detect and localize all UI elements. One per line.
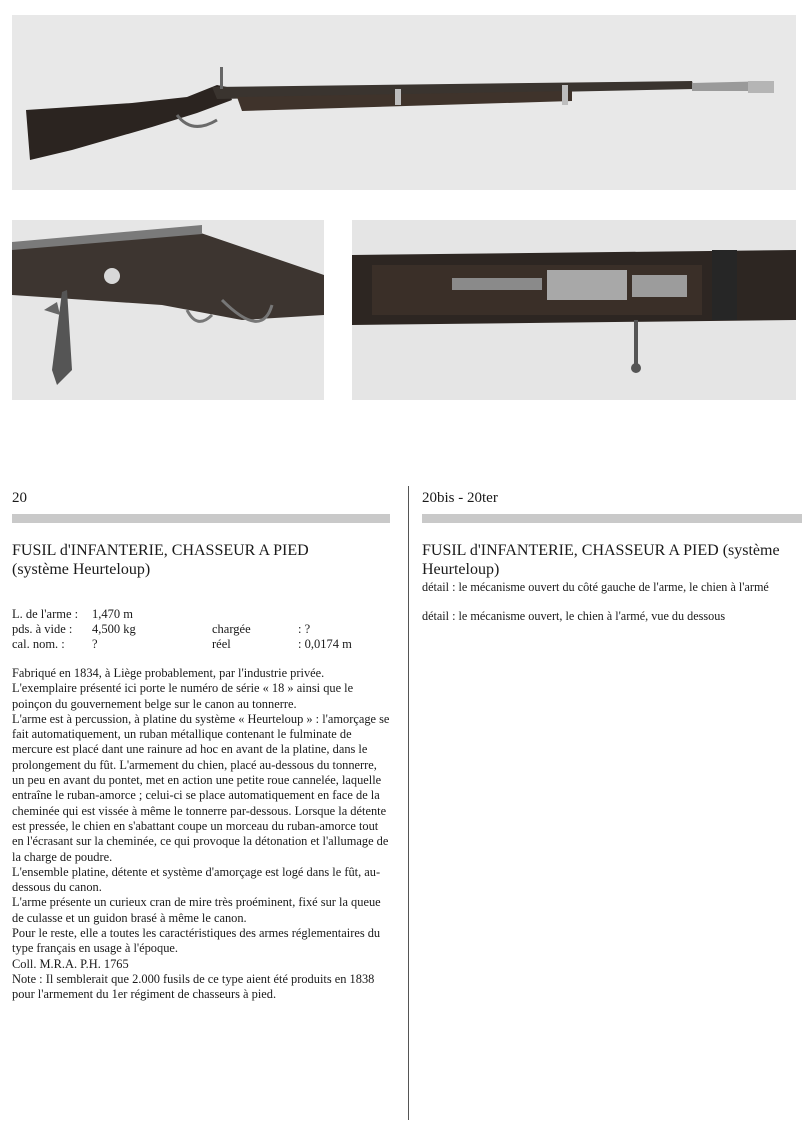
note: Note : Il semblerait que 2.000 fusils de ce type aient été produits en 1838 pour l'armement du 1er régiment de chasseurs à pied. bbox=[12, 971, 375, 1002]
mechanism-side-photo bbox=[12, 220, 324, 400]
mechanism-underside-photo bbox=[352, 220, 796, 400]
spec-label-2: réel bbox=[212, 637, 231, 651]
entry-title bbox=[422, 541, 802, 579]
paragraph: L'arme est à percussion, à platine du système « Heurteloup » : l'amorçage se fait automatiquement, un ruban métallique contenant le fulminate de mercure est placé dant une rainure ad hoc en avant de la platine, dans le prolongement du fût. L'armement du chien, placé au-dessous du tonnerre, un peu en avant du pontet, met en action une petite roue cannelée, laquelle entraîne le ruban-amorce ; celui-ci se place automatiquement en face de la cheminée qui est vissée à même le tonnerre par-dessous. Lorsque la détente est pressée, le chien en s'abattant coupe un morceau du ruban-amorce tout en l'écrasant sur la cheminée, ce qui provoque la détonation et l'allumage de la charge de poudre. bbox=[12, 711, 390, 864]
entry-20 bbox=[12, 488, 392, 1003]
entry-title bbox=[12, 541, 392, 579]
paragraph: L'arme présente un curieux cran de mire très proéminent, fixé sur la queue de culasse et un guidon brasé à même le canon. bbox=[12, 895, 381, 925]
spec-value: 1,470 m bbox=[92, 607, 133, 621]
spec-table bbox=[12, 607, 392, 652]
entry-20bis-20ter bbox=[422, 488, 802, 624]
detail-caption: détail : le mécanisme ouvert, le chien à l'armé, vue du dessous bbox=[422, 609, 726, 623]
section-bar bbox=[422, 514, 802, 523]
spec-value-2: : 0,0174 m bbox=[298, 637, 352, 651]
spec-label-2 bbox=[212, 607, 298, 622]
spec-label: L. de l'arme : bbox=[12, 607, 79, 621]
title-line: (système Heurteloup) bbox=[12, 561, 151, 578]
section-bar bbox=[12, 514, 390, 523]
spec-label: cal. nom. : bbox=[12, 637, 65, 651]
paragraph: L'ensemble platine, détente et système d'amorçage est logé dans le fût, au-dessous du canon. bbox=[12, 864, 381, 895]
spec-value: 4,500 kg bbox=[92, 622, 136, 636]
spec-row bbox=[12, 637, 392, 652]
paragraph: Fabriqué en 1834, à Liège probablement, par l'industrie privée. L'exemplaire présenté ici porte le numéro de série « 18 » ainsi que le poinçon du gouvernement belge sur le canon au tonnerre. bbox=[12, 666, 354, 711]
spec-row bbox=[12, 622, 392, 637]
title-line: FUSIL d'INFANTERIE, CHASSEUR A PIED (système bbox=[422, 542, 780, 559]
column-divider bbox=[408, 486, 409, 1120]
rifle-full-photo bbox=[12, 15, 796, 190]
collection-reference: Coll. M.R.A. P.H. 1765 bbox=[12, 956, 129, 971]
spec-value: ? bbox=[92, 637, 98, 651]
spec-label-2: chargée bbox=[212, 622, 251, 636]
entry-number: 20bis - 20ter bbox=[422, 490, 498, 506]
spec-value-2 bbox=[298, 607, 392, 622]
detail-caption: détail : le mécanisme ouvert du côté gauche de l'arme, le chien à l'armé bbox=[422, 580, 769, 594]
entry-number: 20 bbox=[12, 490, 27, 506]
spec-row bbox=[12, 607, 392, 622]
title-line: Heurteloup) bbox=[422, 561, 500, 578]
spec-label: pds. à vide : bbox=[12, 622, 73, 636]
entry-description bbox=[12, 666, 392, 1003]
spec-value-2: : ? bbox=[298, 622, 311, 636]
paragraph: Pour le reste, elle a toutes les caractéristiques des armes réglementaires du type français en usage à l'époque. bbox=[12, 926, 381, 956]
title-line: FUSIL d'INFANTERIE, CHASSEUR A PIED bbox=[12, 542, 309, 559]
